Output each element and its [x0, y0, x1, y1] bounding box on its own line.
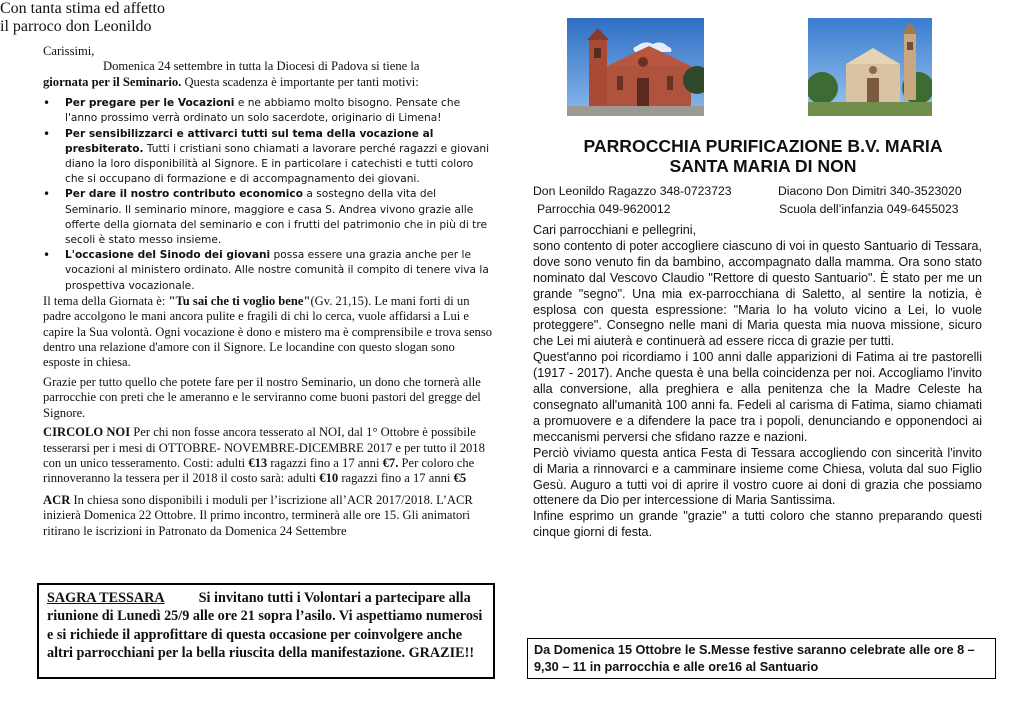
intro-continued	[43, 75, 495, 90]
sagra-box	[37, 583, 495, 679]
acr-paragraph	[43, 493, 495, 539]
parish-title-line2: SANTA MARIA DI NON	[669, 156, 857, 176]
list-item-bold: Per dare il nostro contributo economico	[65, 188, 303, 201]
theme-pre: Il tema della Giornata è:	[43, 293, 169, 308]
circolo-paragraph	[43, 425, 495, 487]
sanctuary-photo	[808, 18, 932, 116]
list-item	[43, 127, 495, 188]
greeting: Carissimi,	[43, 44, 95, 58]
list-item-bold: Per pregare per le Vocazioni	[65, 97, 235, 110]
price-adult: €13	[248, 455, 268, 470]
church-photo	[567, 18, 704, 116]
acr-title: ACR	[43, 492, 71, 507]
theme-slogan: "Tu sai che ti voglio bene"	[168, 293, 311, 308]
price-adult-renew: €10	[319, 471, 339, 486]
price-youth-renew: €5	[453, 471, 467, 486]
letter-paragraph: Infine esprimo un grande "grazie" a tutti coloro che stanno preparando questi cinque giorni di festa.	[533, 509, 982, 540]
letter-paragraph: Quest'anno poi ricordiamo i 100 anni dalle apparizioni di Fatima ai tre pastorelli (1917 - 2017). Anche questa è una bella coincidenza per noi. Accogliamo l'invito alla conversione, alla preghiera e alla penitenza che la Madre Celeste ha consegnato all'umanità 100 anni fa. Fedeli al carisma di Fatima, siamo chiamati a promuovere e a difendere la pace tra i popoli, denunciando e opponendoci ai meccanismi perversi che sfidano razze e nazioni.	[533, 350, 982, 444]
circolo-text: ragazzi fino a 17 anni	[338, 471, 454, 486]
circolo-text: ragazzi fino a 17 anni	[267, 455, 383, 470]
contact-parish-priest: Don Leonildo Ragazzo 348-0723723	[533, 184, 732, 198]
intro-line: Domenica 24 settembre in tutta la Diocesi di Padova si tiene la	[103, 59, 420, 74]
letter-signature: il parroco don Leonildo	[0, 18, 152, 35]
list-item-text: Tutti i cristiani sono chiamati a lavorare perché ragazzi e giovani diano la loro disponibilità al Signore. E in particolare i catechisti e tutti coloro che si occupano di formazione e di accompagnamento dei giovani.	[65, 142, 490, 186]
letter-salutation: Cari parrocchiani e pellegrini,	[533, 223, 697, 237]
list-item-bold: Per sensibilizzarci e attivarci tutti sul tema della vocazione al presbiterato.	[65, 127, 434, 155]
theme-paragraph	[43, 294, 495, 371]
church-photo-image	[567, 18, 704, 116]
list-item	[43, 96, 495, 126]
contact-kindergarten: Scuola dell’infanzia 049-6455023	[779, 202, 959, 216]
acr-text: In chiesa sono disponibili i moduli per l’iscrizione all’ACR 2017/2018. L’ACR inizierà Domenica 22 Ottobre. Il primo incontro, terminerà alle ore 15. Gli animatori ritirano le iscrizioni in Patronato da Domenica 24 Settembre	[43, 492, 473, 538]
price-youth: €7.	[382, 455, 399, 470]
contact-deacon: Diacono Don Dimitri 340-3523020	[778, 184, 962, 198]
mass-schedule-text: Da Domenica 15 Ottobre le S.Messe festive saranno celebrate alle ore 8 – 9,30 – 11 in parrocchia e alle ore16 al Santuario	[534, 643, 975, 674]
intro-rest: Questa scadenza è importante per tanti motivi:	[181, 74, 419, 89]
list-item-text: possa essere una grazia anche per le vocazioni al ministero ordinato. Alle nostre comunità il compito di tenere viva la prospettiva vocazionale.	[65, 249, 489, 292]
circolo-text: Per coloro che rinnoveranno la tessera per il 2018 il costo sarà: adulti	[43, 455, 475, 486]
priest-letter	[533, 223, 982, 541]
circolo-title: CIRCOLO NOI	[43, 425, 131, 440]
sagra-title: SAGRA TESSARA	[47, 590, 165, 606]
letter-paragraph: Perciò viviamo questa antica Festa di Tessara accogliendo con sincerità l'invito di Maria a rinnovarci e a camminare insieme come Chiesa, voluta dal suo Figlio Gesù. Auguro a tutti voi di aprire il vostro cuore ai doni di grazia che possiamo ottenere da Dio per intercessione di Maria Santissima.	[533, 445, 982, 508]
list-item-text: a sostegno della vita del Seminario. Il seminario minore, maggiore e casa S. Andrea vivono grazie alle offerte della giornata del seminario e con i frutti del patrimonio che in più di tre secoli è stato messo insieme.	[65, 188, 487, 247]
thanks-paragraph: Grazie per tutto quello che potete fare per il nostro Seminario, un dono che tornerà alle parrocchie con preti che le ameranno e le serviranno come buoni pastori del gregge del Signore.	[43, 374, 481, 420]
list-item	[43, 187, 495, 248]
list-item	[43, 248, 495, 294]
list-item-bold: L'occasione del Sinodo dei giovani	[65, 249, 271, 262]
left-column	[43, 44, 495, 539]
letter-closing: Con tanta stima ed affetto	[0, 0, 165, 17]
parish-title	[528, 136, 998, 176]
circolo-text: Per chi non fosse ancora tesserato al NOI, dal 1° Ottobre è possibile tesserarsi per i mesi di OTTOBRE- NOVEMBRE-DICEMBRE 2017 e per tutto il 2018 con un unico tesseramento. Costi: adulti	[43, 425, 485, 470]
theme-rest: (Gv. 21,15). Le mani forti di un padre accolgono le mani ancora pulite e fragili di chi lo cerca, vuole affidarsi a Lui e capire la Sua volontà. Ogni vocazione è dono e mistero ma è comprensibile e trova senso dentro una relazione d'amore con il Signore. Le locandine con questo slogan sono esposte in chiesa.	[43, 293, 493, 370]
mass-schedule-box	[527, 638, 996, 679]
intro-bold: giornata per il Seminario.	[43, 74, 182, 89]
parish-title-line1: PARROCCHIA PURIFICAZIONE B.V. MARIA	[583, 136, 943, 156]
sanctuary-photo-image	[808, 18, 932, 116]
letter-paragraph: sono contento di poter accogliere ciascuno di voi in questo Santuario di Tessara, dove sono venuto fin da bambino, accompagnato dalla mamma. Ora sono stato nominato dal Vescovo Claudio "Rettore di questo Santuario". È stato per me un grande "segno". Una mia ex-parrocchiana di Saletto, al sentire la notizia, è esplosa con questa espressione: "Maria lo ha voluto vicino a Lei, lo vuole proteggere". Consegno nelle mani di Maria questa mia nuova missione, sicuro che Lei mi aiuterà e continuerà ad essere ricca di grazie per tutti.	[533, 238, 982, 349]
list-item-text: e ne abbiamo molto bisogno. Pensate che l'anno prossimo verrà ordinato un solo sacerdote, originario di Limena!	[65, 97, 461, 125]
contact-parish-office: Parrocchia 049-9620012	[537, 202, 671, 216]
sagra-text: Si invitano tutti i Volontari a partecipare alla riunione di Lunedì 25/9 alle ore 21 sopra l’asilo. Vi aspettiamo numerosi e si richiede il approfittare di questa occasione per coinvolgere anche altri parrocchiani per la bella riuscita della manifestazione. GRAZIE!!	[47, 590, 483, 662]
motives-list	[43, 96, 495, 294]
